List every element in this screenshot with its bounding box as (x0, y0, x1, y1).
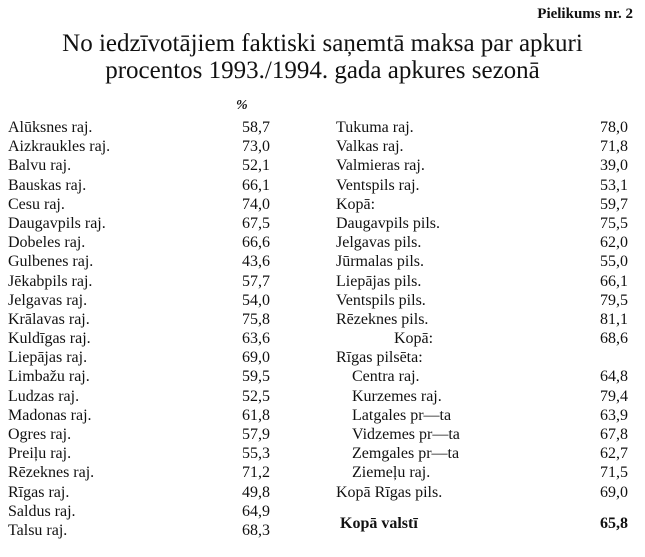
row-value: 79,4 (600, 387, 628, 405)
row-value: 43,6 (242, 253, 270, 271)
row-name: Kopā Rīgas pils. (336, 483, 443, 501)
total-row (336, 514, 628, 533)
row-value (584, 348, 628, 367)
row-value: 73,0 (242, 138, 270, 156)
row-name: Ludzas raj. (8, 387, 80, 405)
table-row (8, 310, 270, 329)
table-row (336, 406, 628, 425)
row-value: 55,3 (242, 445, 270, 463)
row-value: 66,1 (242, 176, 270, 194)
table-row (336, 483, 628, 502)
row-value: 53,1 (600, 176, 628, 194)
row-name: Bauskas raj. (8, 176, 87, 194)
row-name: Liepājas pils. (336, 272, 422, 290)
row-name: Rēzeknes raj. (8, 464, 95, 482)
total-value: 65,8 (600, 514, 628, 532)
row-name: Rēzeknes pils. (336, 310, 429, 328)
table-row (8, 444, 270, 463)
row-name: Zemgales pr—ta (352, 445, 460, 463)
row-name: Kuldīgas raj. (8, 330, 91, 348)
table-row (8, 291, 270, 310)
row-name: Kopā: (394, 330, 434, 348)
row-value: 64,9 (242, 502, 270, 520)
table-row (8, 137, 270, 156)
table-row (8, 502, 270, 521)
row-name: Alūksnes raj. (8, 119, 93, 136)
table-row (336, 463, 628, 482)
table-row (336, 214, 628, 233)
row-value: 59,7 (600, 195, 628, 213)
table-row (8, 195, 270, 214)
table-row (8, 425, 270, 444)
row-value: 61,8 (242, 406, 270, 424)
table-row (8, 387, 270, 406)
row-value: 79,5 (600, 291, 628, 309)
row-value: 55,0 (600, 253, 628, 271)
row-value: 62,7 (600, 445, 628, 463)
table-row (336, 156, 628, 175)
row-name: Cesu raj. (8, 195, 65, 213)
row-value: 74,0 (242, 195, 270, 213)
row-name: Talsu raj. (8, 521, 68, 539)
table-row (8, 463, 270, 482)
table-row (336, 252, 628, 271)
row-name: Centra raj. (352, 368, 420, 386)
table-row (336, 444, 628, 463)
row-value: 71,5 (600, 464, 628, 482)
row-value: 71,2 (242, 464, 270, 482)
table-row (336, 291, 628, 310)
row-value: 63,9 (600, 406, 628, 424)
row-name: Gulbenes raj. (8, 253, 94, 271)
page-title (0, 30, 645, 84)
row-value: 64,8 (600, 368, 628, 386)
row-value: 75,5 (600, 214, 628, 232)
row-value: 68,3 (242, 521, 270, 539)
row-name: Kopā: (336, 195, 376, 213)
left-column (8, 118, 270, 540)
row-value: 66,6 (242, 234, 270, 252)
row-name: Vidzemes pr—ta (352, 426, 460, 443)
row-value: 39,0 (600, 157, 628, 175)
row-name: Preiļu raj. (8, 445, 72, 463)
table-row (8, 272, 270, 291)
row-name: Madonas raj. (8, 406, 92, 424)
row-value: 67,8 (600, 426, 628, 443)
table-row (8, 233, 270, 252)
row-name: Jēkabpils raj. (8, 272, 93, 290)
table-row (336, 425, 628, 444)
row-value: 81,1 (600, 310, 628, 328)
row-name: Ventspils pils. (336, 291, 426, 309)
table-row (8, 252, 270, 271)
row-name: Liepājas raj. (8, 349, 88, 367)
row-name: Dobeles raj. (8, 234, 86, 252)
row-name: Balvu raj. (8, 157, 72, 175)
unit-label: % (236, 98, 248, 113)
row-name: Tukuma raj. (336, 119, 414, 136)
right-column (336, 118, 628, 533)
row-name: Ventspils raj. (336, 176, 420, 194)
row-value: 63,6 (242, 330, 270, 348)
table-row (8, 214, 270, 233)
row-value: 52,1 (242, 157, 270, 175)
row-name: Limbažu raj. (8, 368, 90, 386)
table-row (8, 156, 270, 175)
row-value: 69,0 (600, 483, 628, 501)
row-value: 52,5 (242, 387, 270, 405)
appendix-label: Pielikums nr. 2 (537, 6, 633, 22)
table-row (8, 406, 270, 425)
table-row (336, 176, 628, 195)
table-row (336, 367, 628, 386)
row-name: Kurzemes raj. (352, 387, 442, 405)
table-row (8, 329, 270, 348)
title-line-2: procentos 1993./1994. gada apkures sezonā (105, 57, 540, 84)
row-value: 57,9 (242, 426, 270, 443)
row-name: Rīgas raj. (8, 483, 70, 501)
row-value: 58,7 (242, 119, 270, 136)
row-value: 62,0 (600, 234, 628, 252)
table-row (8, 367, 270, 386)
row-value: 49,8 (242, 483, 270, 501)
table-row (336, 310, 628, 329)
row-name: Rīgas pilsēta: (336, 349, 423, 367)
table-row (336, 348, 628, 367)
row-value: 57,7 (242, 272, 270, 290)
row-value: 78,0 (600, 119, 628, 136)
row-name: Aizkraukles raj. (8, 138, 111, 156)
row-name: Saldus raj. (8, 502, 76, 520)
row-value: 68,6 (600, 330, 628, 348)
row-name: Valmieras raj. (336, 157, 425, 175)
row-name: Jūrmalas pils. (336, 253, 424, 271)
table-row (336, 137, 628, 156)
row-value: 71,8 (600, 138, 628, 156)
table-row (8, 118, 270, 137)
row-name: Valkas raj. (336, 138, 404, 156)
row-name: Latgales pr—ta (352, 406, 452, 424)
row-name: Jelgavas pils. (336, 234, 422, 252)
row-name: Ogres raj. (8, 426, 72, 443)
table-row (336, 233, 628, 252)
row-name: Daugavpils pils. (336, 214, 440, 232)
row-value: 69,0 (242, 349, 270, 367)
row-name: Daugavpils raj. (8, 214, 106, 232)
table-row (336, 329, 628, 348)
row-value: 54,0 (242, 291, 270, 309)
table-row (8, 521, 270, 540)
total-label: Kopā valstī (340, 514, 418, 532)
table-row (336, 118, 628, 137)
row-value: 75,8 (242, 310, 270, 328)
row-name: Krālavas raj. (8, 310, 90, 328)
row-name: Ziemeļu raj. (352, 464, 431, 482)
table-row (336, 195, 628, 214)
row-name: Jelgavas raj. (8, 291, 88, 309)
table-row (8, 348, 270, 367)
row-value: 66,1 (600, 272, 628, 290)
table-row (336, 272, 628, 291)
row-value: 59,5 (242, 368, 270, 386)
table-row (8, 176, 270, 195)
table-row (336, 387, 628, 406)
row-value: 67,5 (242, 214, 270, 232)
title-line-1: No iedzīvotājiem faktiski saņemtā maksa par apkuri (62, 30, 583, 57)
table-row (8, 483, 270, 502)
